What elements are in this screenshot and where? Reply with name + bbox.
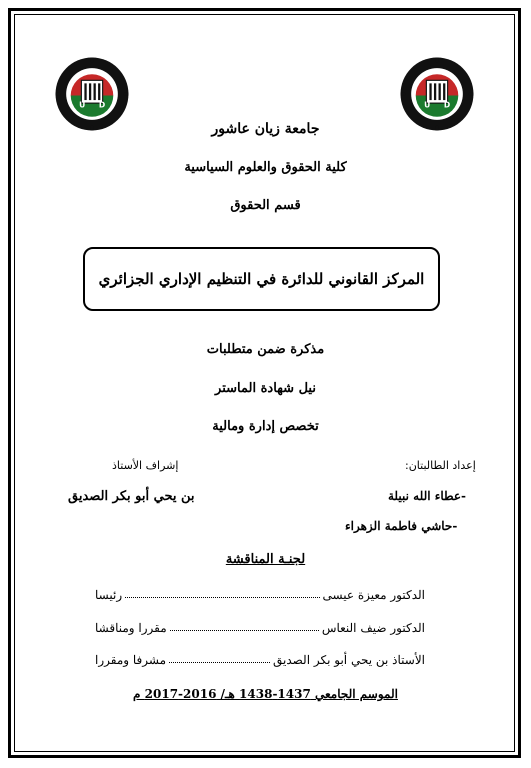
student-1: -عطاء الله نبيلة xyxy=(388,489,467,503)
faculty-name: كلية الحقوق والعلوم السياسية xyxy=(184,160,347,175)
memo-line-2: نيل شهادة الماستر xyxy=(215,381,316,396)
member-role: رئيسا xyxy=(95,588,123,602)
academic-season: الموسم الجامعي 1437-1438 هـ/ 2016-2017 م xyxy=(133,687,398,701)
committee-member xyxy=(95,588,425,602)
supervisor-name: بن يحي أبو بكر الصديق xyxy=(68,489,195,504)
member-name: الدكتور ضيف النعاس xyxy=(321,621,425,635)
member-name: الأستاذ بن يحي أبو بكر الصديق xyxy=(273,653,425,667)
dotted-leader xyxy=(169,653,270,663)
svg-text:U: U xyxy=(79,100,86,110)
member-name: الدكتور معيزة عيسى xyxy=(322,588,425,602)
committee-member xyxy=(95,621,425,635)
committee-heading: لجنـة المناقشة xyxy=(225,552,306,567)
committee-member xyxy=(95,653,425,667)
supervision-label: إشراف الأستاذ xyxy=(112,459,179,472)
memo-line-3: تخصص إدارة ومالية xyxy=(212,419,319,434)
thesis-title-box xyxy=(83,247,440,311)
svg-text:D: D xyxy=(98,100,106,110)
university-name: جامعة زيان عاشور xyxy=(211,121,320,137)
dotted-leader xyxy=(125,588,319,598)
department-name: قسم الحقوق xyxy=(230,198,301,213)
student-2: -حاشي فاطمة الزهراء xyxy=(345,519,458,533)
dotted-leader xyxy=(170,621,319,631)
member-role: مشرفا ومقررا xyxy=(95,653,167,667)
svg-text:D: D xyxy=(443,100,451,110)
svg-text:U: U xyxy=(424,100,431,110)
member-role: مقررا ومناقشا xyxy=(95,621,167,635)
memo-line-1: مذكرة ضمن متطلبات xyxy=(206,342,325,357)
prepared-by-label: إعداد الطالبتان: xyxy=(405,459,476,472)
thesis-title: المركز القانوني للدائرة في التنظيم الإداري الجزائري xyxy=(98,270,425,288)
